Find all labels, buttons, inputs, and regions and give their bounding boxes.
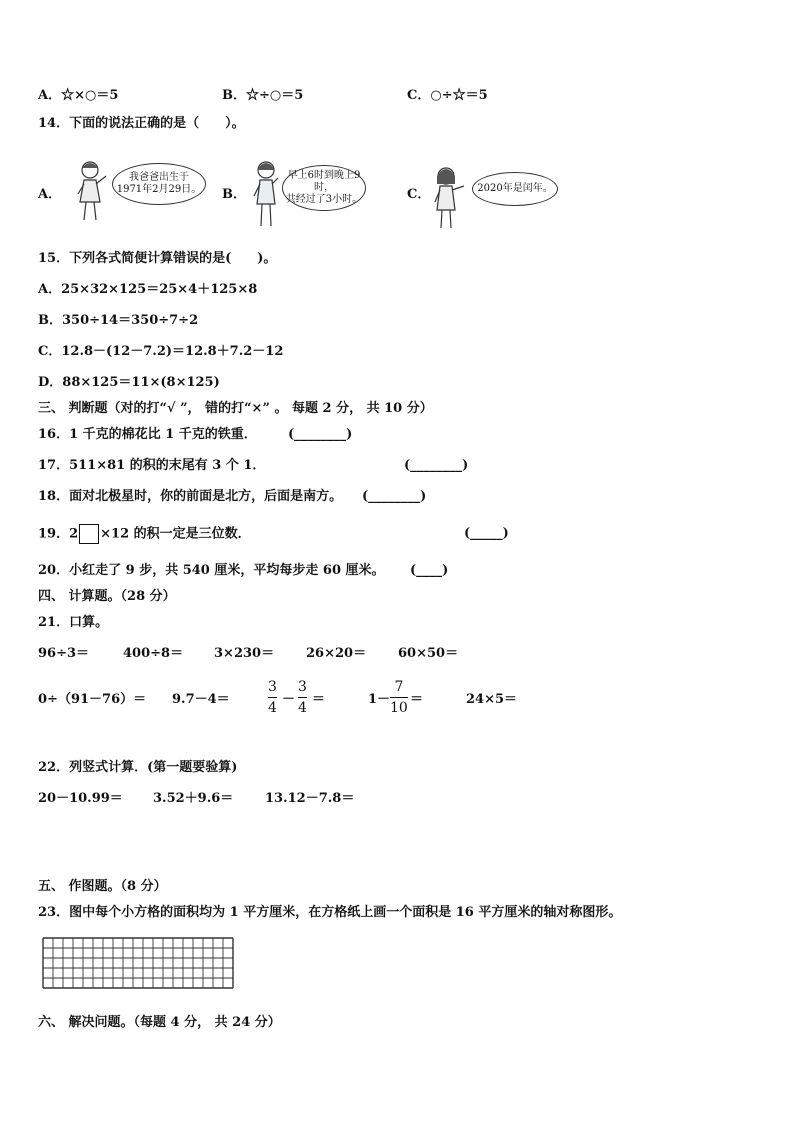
- q14-option-c-letter: C．: [407, 187, 431, 202]
- oral-calc-item: 96÷3＝: [38, 646, 90, 661]
- oral-calc-item: 0÷（91－76）＝: [38, 692, 147, 707]
- fraction-numerator: 7: [394, 679, 404, 695]
- fraction: [298, 679, 307, 716]
- one-minus: 1－: [368, 692, 391, 707]
- answer-blank-19[interactable]: (_____): [464, 526, 509, 541]
- option-text: ☆÷○＝5: [246, 88, 304, 103]
- oral-calc-item: 26×20＝: [306, 646, 367, 661]
- fraction-denominator: 4: [268, 700, 277, 716]
- question-18: 18．面对北极星时，你的前面是北方，后面是南方。: [38, 489, 343, 504]
- bubble-line: 1971年2月29日。: [116, 184, 202, 195]
- girl-figure-icon: [72, 158, 112, 224]
- answer-blank-17[interactable]: (________): [404, 458, 469, 473]
- fraction-numerator: 3: [298, 679, 307, 695]
- option-text: ☆×○＝5: [61, 88, 119, 103]
- section-6-heading: 六、 解决问题。（每题 4 分， 共 24 分）: [38, 1015, 281, 1030]
- speech-bubble-c: [472, 172, 558, 206]
- bubble-line: 2020年是闰年。: [477, 183, 553, 194]
- fraction: [390, 679, 408, 716]
- q15-title: 15．下列各式简便计算错误的是( )。: [38, 251, 277, 266]
- q15-option-b: B．350÷14＝350÷7÷2: [38, 313, 199, 328]
- q21-title: 21．口算。: [38, 615, 109, 630]
- question-19: [38, 524, 251, 545]
- answer-blank-16[interactable]: (________): [288, 427, 353, 442]
- q14-title: 14．下面的说法正确的是（ ）。: [38, 116, 245, 131]
- minus-sign: －: [282, 692, 296, 707]
- q15-option-d: D．88×125＝11×(8×125): [38, 375, 220, 390]
- q13-option-a: [38, 84, 118, 103]
- vertical-calc-item: 13.12－7.8＝: [265, 791, 355, 806]
- equals-sign: ＝: [410, 692, 424, 707]
- question-17: 17．511×81 的积的末尾有 3 个 1．: [38, 458, 266, 473]
- option-letter: C．: [407, 88, 431, 103]
- missing-digit-box[interactable]: [79, 524, 99, 544]
- q15-option-c: C．12.8－(12－7.2)＝12.8＋7.2－12: [38, 344, 284, 359]
- question-20: 20．小红走了 9 步，共 540 厘米，平均每步走 60 厘米。: [38, 563, 385, 578]
- bubble-line: 我爸爸出生于: [129, 172, 189, 183]
- bubble-line: 共经过了3小时。: [285, 194, 363, 205]
- fraction-bar: [268, 697, 277, 698]
- answer-blank-18[interactable]: (________): [362, 489, 427, 504]
- q15-option-a: A．25×32×125＝25×4＋125×8: [38, 282, 258, 297]
- fraction-denominator: 4: [298, 700, 307, 716]
- oral-calc-item: 3×230＝: [214, 646, 275, 661]
- bubble-line: 早上6时到晚上9时，: [287, 170, 361, 193]
- q23-title: 23．图中每个小方格的面积均为 1 平方厘米，在方格纸上画一个面积是 16 平方厘米的轴对称图形。: [38, 905, 622, 920]
- q14-option-a-letter: A．: [38, 187, 62, 202]
- option-text: ○÷☆＝5: [430, 88, 488, 103]
- oral-calc-item: 24×5＝: [466, 692, 518, 707]
- oral-calc-item: 9.7－4＝: [172, 692, 230, 707]
- question-19-prefix: 19．2: [38, 526, 79, 542]
- oral-calc-item: 60×50＝: [398, 646, 459, 661]
- square-grid-paper[interactable]: [42, 937, 234, 989]
- vertical-calc-item: 20－10.99＝: [38, 791, 123, 806]
- q22-title: 22．列竖式计算．(第一题要验算): [38, 760, 238, 775]
- fraction-bar: [298, 697, 307, 698]
- option-letter: A．: [38, 88, 62, 103]
- fraction: [268, 679, 277, 716]
- fraction-denominator: 10: [390, 700, 408, 716]
- q14-option-b-letter: B．: [222, 187, 246, 202]
- question-19-suffix: ×12 的积一定是三位数．: [100, 526, 251, 542]
- question-16: 16．1 千克的棉花比 1 千克的铁重．: [38, 427, 257, 442]
- section-5-heading: 五、 作图题。（8 分）: [38, 879, 167, 894]
- section-4-heading: 四、 计算题。（28 分）: [38, 589, 176, 604]
- speech-bubble-b: [282, 165, 366, 211]
- girl-figure-icon: [248, 158, 284, 230]
- fraction-numerator: 3: [268, 679, 277, 695]
- q13-option-c: [407, 84, 488, 103]
- equals-sign: ＝: [312, 692, 326, 707]
- q13-option-b: [222, 84, 303, 103]
- vertical-calc-item: 3.52＋9.6＝: [153, 791, 234, 806]
- option-letter: B．: [222, 88, 246, 103]
- speech-bubble-a: [112, 163, 206, 205]
- section-3-heading: 三、 判断题（对的打“√ ”， 错的打“×” 。 每题 2 分， 共 10 分）: [38, 401, 433, 416]
- girl-figure-icon: [430, 164, 468, 232]
- answer-blank-20[interactable]: (____): [410, 563, 449, 578]
- fraction-bar: [390, 697, 408, 698]
- oral-calc-item: 400÷8＝: [123, 646, 184, 661]
